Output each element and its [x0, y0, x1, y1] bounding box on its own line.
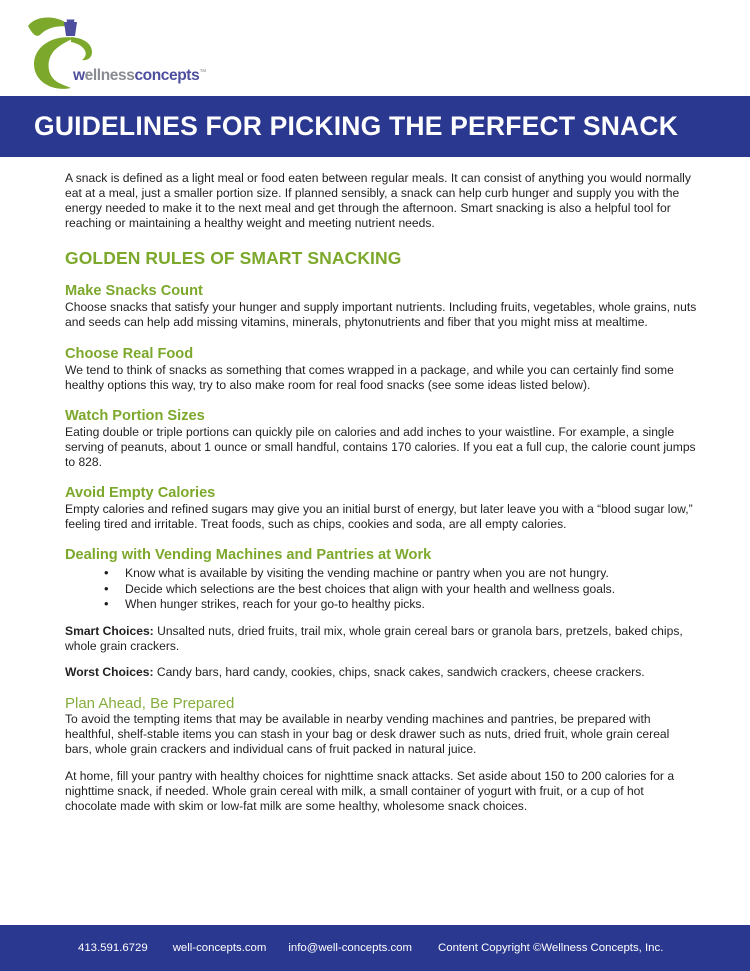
logo-word-part-1: w [73, 67, 85, 84]
subheading-avoid-empty-calories: Avoid Empty Calories [65, 485, 216, 502]
page-footer [0, 925, 750, 971]
vending-bullet-list [65, 566, 698, 613]
list-item: • Know what is available by visiting the vending machine or pantry when you are not hungry. [104, 566, 698, 582]
footer-phone[interactable]: 413.591.6729 [78, 942, 148, 954]
paragraph-choose-real-food: We tend to think of snacks as something that comes wrapped in a package, and while you can certainly find some healthy options this way, try to also make room for real food snacks (see some ideas listed below). [65, 362, 674, 392]
paragraph-plan-ahead-2: At home, fill your pantry with healthy choices for nighttime snack attacks. Set aside about 150 to 200 calories for a nighttime snack, if needed. Whole grain cereal with milk, a small container of yogurt with fruit, or a cup of hot chocolate made with skim or low-fat milk are some healthy, wholesome snack choices. [65, 768, 675, 813]
smart-choices-paragraph [65, 624, 698, 654]
section-heading-golden-rules: GOLDEN RULES OF SMART SNACKING [65, 248, 402, 269]
title-banner [0, 96, 750, 157]
list-item: • When hunger strikes, reach for your go-to healthy picks. [104, 597, 698, 613]
footer-website-link[interactable]: well-concepts.com [172, 942, 267, 954]
spacer [65, 532, 698, 547]
spacer [65, 680, 698, 695]
intro-paragraph: A snack is defined as a light meal or food eaten between regular meals. It can consist of anything you would normally eat at a meal, just a smaller portion size. If planned sensibly, a snack can help curb hunger and supply you with the energy needed to make it to the next meal and get through the afternoon. Smart snacking is also a helpful tool for reaching or maintaining a healthy weight and meeting nutrient needs. [65, 171, 691, 231]
page-title: GUIDELINES FOR PICKING THE PERFECT SNACK [34, 111, 679, 141]
list-item: • Decide which selections are the best choices that align with your health and wellness goals. [104, 582, 698, 598]
paragraph-plan-ahead-1: To avoid the tempting items that may be available in nearby vending machines and pantries, be prepared with healthful, shelf-stable items you can stash in your bag or desk drawer such as nuts, dried fruit, whole grain cereal bars, whole grain crackers and individual cans of fruit packed in natural juice. [65, 712, 670, 757]
subheading-make-snacks-count: Make Snacks Count [65, 283, 203, 300]
worst-choices-text: Candy bars, hard candy, cookies, chips, snack cakes, sandwich crackers, cheese crackers. [153, 665, 645, 680]
worst-choices-paragraph [65, 665, 698, 680]
paragraph-watch-portion-sizes: Eating double or triple portions can quickly pile on calories and add inches to your waistline. For example, a single serving of peanuts, about 1 ounce or small handful, contains 170 calories. If you eat a full cup, the calorie count jumps to 828. [65, 424, 696, 469]
logo-wordmark [73, 68, 206, 84]
spacer [65, 393, 698, 408]
document-body [0, 157, 750, 814]
spacer [65, 331, 698, 346]
worst-choices-label: Worst Choices: [65, 665, 154, 680]
paragraph-make-snacks-count: Choose snacks that satisfy your hunger and supply important nutrients. Including fruits, vegetables, whole grains, nuts and seeds can help add missing vitamins, minerals, phytonutrients and fiber that you might miss at mealtime. [65, 300, 697, 330]
logo-word-part-3: concepts [134, 67, 200, 84]
spacer [65, 268, 698, 283]
spacer [65, 231, 698, 248]
spacer [65, 613, 698, 624]
subheading-choose-real-food: Choose Real Food [65, 345, 194, 362]
subheading-vending-machines: Dealing with Vending Machines and Pantries at Work [65, 547, 432, 564]
subheading-watch-portion-sizes: Watch Portion Sizes [65, 407, 205, 424]
subheading-plan-ahead: Plan Ahead, Be Prepared [65, 695, 235, 713]
smart-choices-label: Smart Choices: [65, 624, 154, 638]
spacer [65, 758, 698, 769]
smart-choices-text: Unsalted nuts, dried fruits, trail mix, whole grain cereal bars or granola bars, pretzels, baked chips, whole grain crackers. [65, 624, 683, 654]
spacer [65, 470, 698, 485]
footer-copyright: Content Copyright ©Wellness Concepts, Inc. [438, 942, 664, 954]
paragraph-avoid-empty-calories: Empty calories and refined sugars may give you an initial burst of energy, but later leave you with a “blood sugar low,” feeling tired and irritable. Treat foods, such as chips, cookies and soda, are all empty calories. [65, 502, 693, 532]
logo-word-part-2: ellness [84, 67, 135, 84]
wellness-concepts-logo [26, 16, 206, 92]
footer-contact-row [78, 942, 663, 954]
logo-header [0, 0, 750, 96]
logo-trademark: ™ [199, 68, 206, 76]
spacer [65, 654, 698, 665]
footer-email-link[interactable]: info@well-concepts.com [288, 942, 413, 954]
